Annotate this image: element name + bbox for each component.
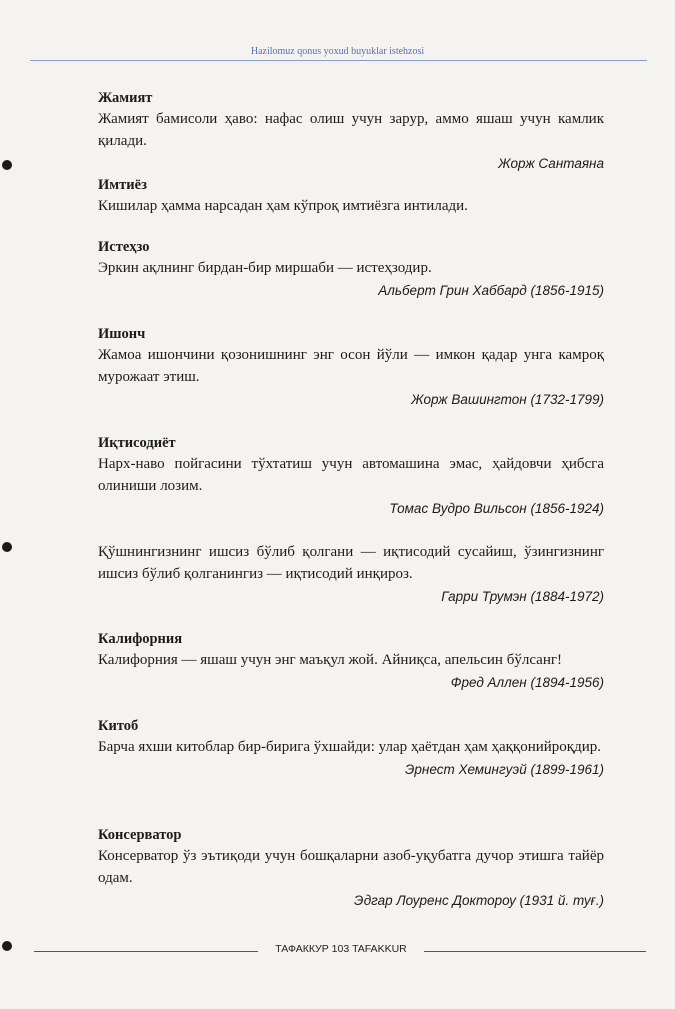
- entry-heading: Ишонч: [98, 326, 146, 342]
- running-header: Hazilomuz qonus yoxud buyuklar istehzosi: [250, 46, 425, 57]
- entry-text: Жамоа ишончини қозонишнинг энг осон йўли — имкон қадар унга камроқ мурожаат этиш.: [98, 347, 604, 385]
- entry-kaliforniya: [98, 629, 604, 693]
- entry-heading: Имтиёз: [98, 177, 147, 193]
- entry-heading: Китоб: [98, 718, 139, 734]
- entry-text: Кишилар ҳамма нарсадан ҳам кўпроқ имтиёзга интилади.: [98, 198, 468, 214]
- entry-author: Альберт Грин Хаббард (1856-1915): [378, 283, 604, 298]
- entry-iqtisodiyot-2: [98, 541, 604, 607]
- entry-author: Эрнест Хемингуэй (1899-1961): [405, 762, 604, 777]
- entry-author: Гарри Трумэн (1884-1972): [441, 589, 604, 604]
- footer-rule-left: [34, 951, 258, 952]
- entry-author: Жорж Сантаяна: [498, 156, 604, 171]
- entry-iqtisodiyot: [98, 433, 604, 519]
- entry-heading: Консерватор: [98, 827, 182, 843]
- entry-author: Фред Аллен (1894-1956): [450, 675, 604, 690]
- entry-heading: Калифорния: [98, 631, 183, 647]
- entry-kitob: [98, 716, 604, 780]
- entry-author: Томас Вудро Вильсон (1856-1924): [389, 501, 604, 516]
- header-rule: [30, 60, 647, 61]
- entry-text: Барча яхши китоблар бир-бирига ўхшайди: улар ҳаётдан ҳам ҳаққонийроқдир.: [98, 739, 601, 755]
- binder-hole: [2, 160, 12, 170]
- page-footer: [0, 943, 675, 959]
- entry-text: Жамият бамисоли ҳаво: нафас олиш учун зарур, аммо яшаш учун камлик қилади.: [98, 111, 604, 149]
- footer-label: ТАФАККУР 103 TAFAKKUR: [275, 943, 407, 955]
- binder-hole: [2, 542, 12, 552]
- entry-imtiyoz: [98, 175, 604, 217]
- entry-konservator: [98, 825, 604, 911]
- entry-heading: Иқтисодиёт: [98, 435, 176, 451]
- entry-text: Консерватор ўз эътиқоди учун бошқаларни азоб-уқубатга дучор этишга тайёр одам.: [98, 848, 604, 886]
- entry-istehzo: [98, 237, 604, 301]
- entry-ishonch: [98, 324, 604, 410]
- entry-text: Қўшнингизнинг ишсиз бўлиб қолгани — иқтисодий сусайиш, ўзингизнинг ишсиз бўлиб қолганингиз — иқтисодий инқироз.: [98, 544, 604, 582]
- entry-heading: Жамият: [98, 90, 153, 106]
- entry-text: Калифорния — яшаш учун энг маъқул жой. Айниқса, апельсин бўлсанг!: [98, 652, 562, 668]
- entry-author: Эдгар Лоуренс Доктороу (1931 й. туғ.): [354, 893, 604, 908]
- footer-rule-right: [424, 951, 646, 952]
- entry-author: Жорж Вашингтон (1732-1799): [411, 392, 604, 407]
- entry-heading: Истеҳзо: [98, 239, 150, 255]
- entry-text: Нарх-наво пойгасини тўхтатиш учун автомашина эмас, ҳайдовчи ҳибсга олиниши лозим.: [98, 456, 604, 494]
- entry-text: Эркин ақлнинг бирдан-бир миршаби — истеҳзодир.: [98, 260, 432, 276]
- entry-jamiyat: [98, 88, 604, 174]
